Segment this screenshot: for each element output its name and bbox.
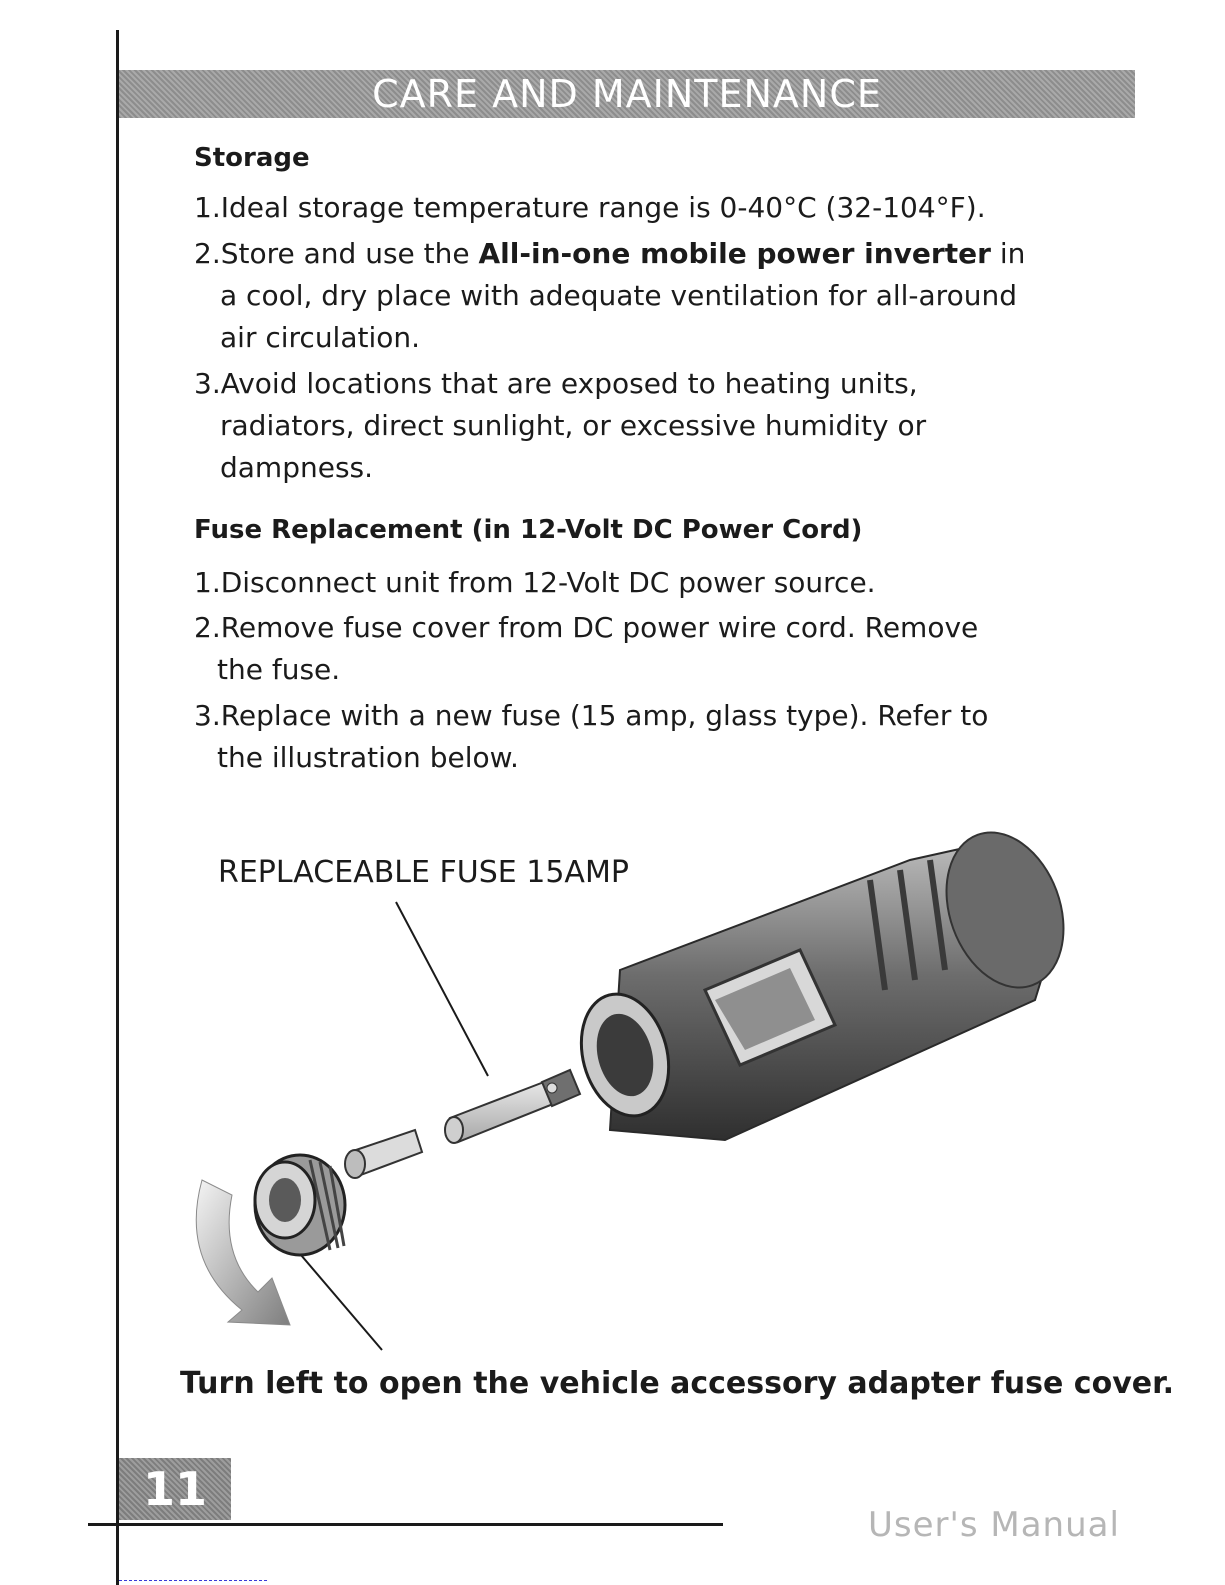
- fuse-heading: Fuse Replacement (in 12-Volt DC Power Cord): [194, 515, 863, 545]
- cigarette-adapter-plug: [568, 816, 1070, 1140]
- cap-leader-line: [295, 1248, 382, 1350]
- fuse-leader-line: [396, 902, 488, 1076]
- spring-tip: [345, 1130, 422, 1178]
- fuse-cover-cap: [255, 1155, 345, 1255]
- product-name: All-in-one mobile power inverter: [478, 237, 991, 270]
- page-edge-dots: [119, 1580, 267, 1581]
- fuse-item-2: 2.Remove fuse cover from DC power wire cord. Remove the fuse.: [194, 611, 979, 686]
- fuse-callout-label: REPLACEABLE FUSE 15AMP: [218, 855, 629, 890]
- glass-fuse: [445, 1070, 580, 1143]
- fuse-illustration: [150, 800, 1070, 1360]
- page-number-badge: 11: [119, 1458, 231, 1520]
- storage-item-3: 3.Avoid locations that are exposed to heating units, radiators, direct sunlight, or excessive humidity or dampness.: [194, 367, 927, 484]
- footer-rule: [88, 1523, 723, 1526]
- illustration-caption: Turn left to open the vehicle accessory adapter fuse cover.: [180, 1366, 1175, 1401]
- left-margin-rule: [116, 30, 119, 1585]
- storage-heading: Storage: [194, 143, 310, 173]
- fuse-item-3: 3.Replace with a new fuse (15 amp, glass type). Refer to the illustration below.: [194, 699, 989, 774]
- storage-item-1: 1.Ideal storage temperature range is 0-40°C (32-104°F).: [194, 191, 986, 224]
- storage-item-2: 2.Store and use the All-in-one mobile power inverter in a cool, dry place with adequate ventilation for all-around air circulation.: [194, 237, 1026, 354]
- footer-brand: User's Manual: [868, 1505, 1120, 1545]
- page-title: CARE AND MAINTENANCE: [372, 72, 882, 116]
- fuse-item-1: 1.Disconnect unit from 12-Volt DC power source.: [194, 566, 876, 599]
